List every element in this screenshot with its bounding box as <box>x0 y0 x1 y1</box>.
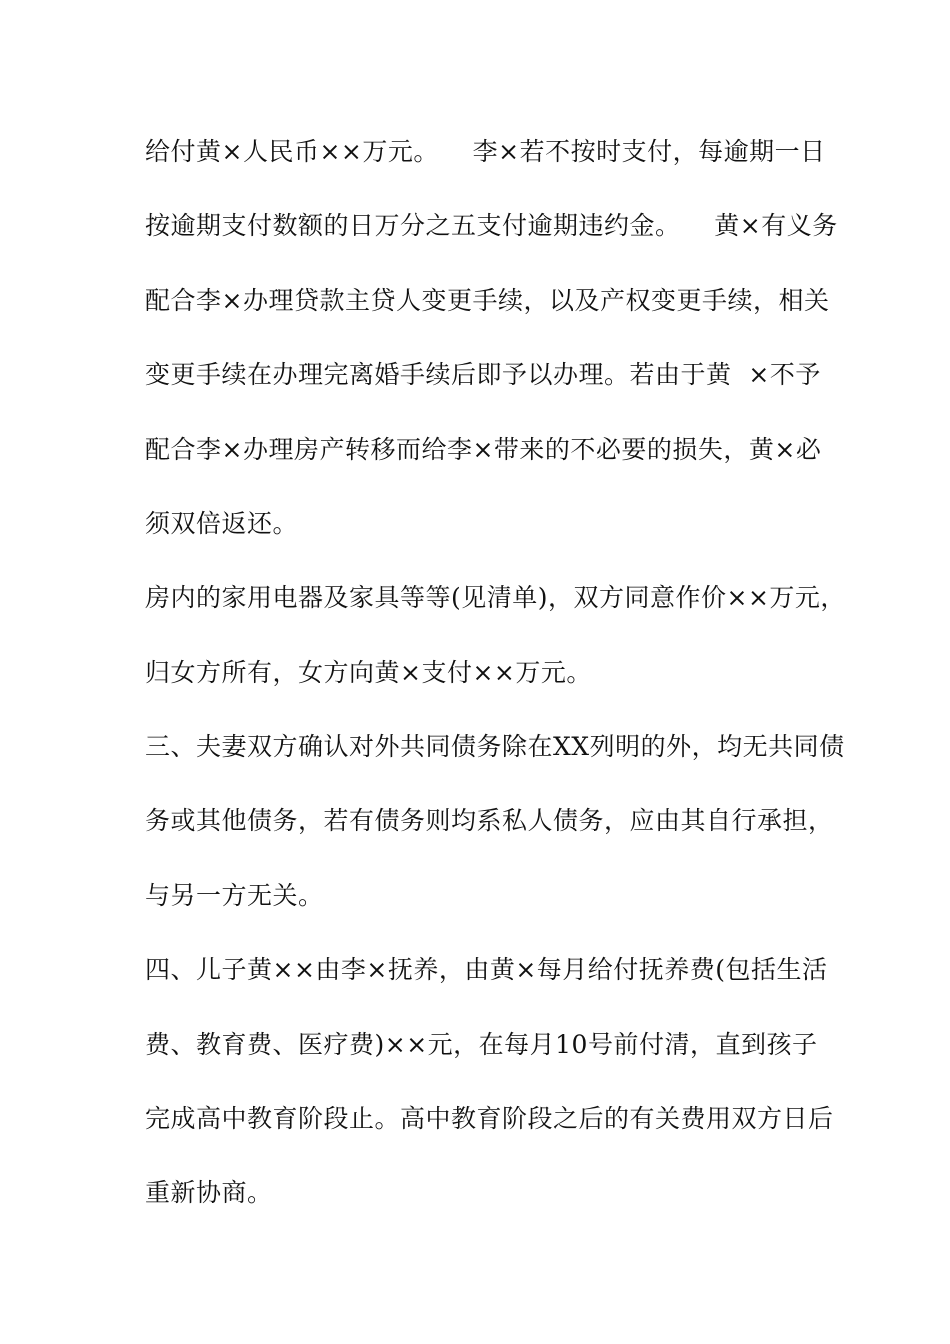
text-line: 按逾期支付数额的日万分之五支付逾期违约金。 黄×有义务 <box>145 211 838 240</box>
text-line: 重新协商。 <box>145 1178 273 1207</box>
text-line: 配合李×办理房产转移而给李×带来的不必要的损失，黄×必 <box>145 435 822 464</box>
text-line: 须双倍返还。 <box>145 509 299 538</box>
text-line: 三、夫妻双方确认对外共同债务除在XX列明的外，均无共同债 <box>145 732 845 761</box>
text-line: 归女方所有，女方向黄×支付××万元。 <box>145 658 592 687</box>
text-line: 给付黄×人民币××万元。 李×若不按时支付，每逾期一日 <box>145 137 826 166</box>
text-line: 配合李×办理贷款主贷人变更手续，以及产权变更手续，相关 <box>145 286 830 315</box>
text-line: 与另一方无关。 <box>145 881 324 910</box>
text-line: 费、教育费、医疗费)××元，在每月10号前付清，直到孩子 <box>145 1030 818 1059</box>
text-line: 四、儿子黄××由李×抚养，由黄×每月给付抚养费(包括生活 <box>145 955 828 984</box>
text-line: 变更手续在办理完离婚手续后即予以办理。若由于黄 ×不予 <box>145 360 821 389</box>
text-line: 务或其他债务，若有债务则均系私人债务，应由其自行承担， <box>145 806 834 835</box>
text-line: 房内的家用电器及家具等等(见清单)，双方同意作价××万元， <box>145 583 846 612</box>
text-line: 完成高中教育阶段止。高中教育阶段之后的有关费用双方日后 <box>145 1104 834 1133</box>
